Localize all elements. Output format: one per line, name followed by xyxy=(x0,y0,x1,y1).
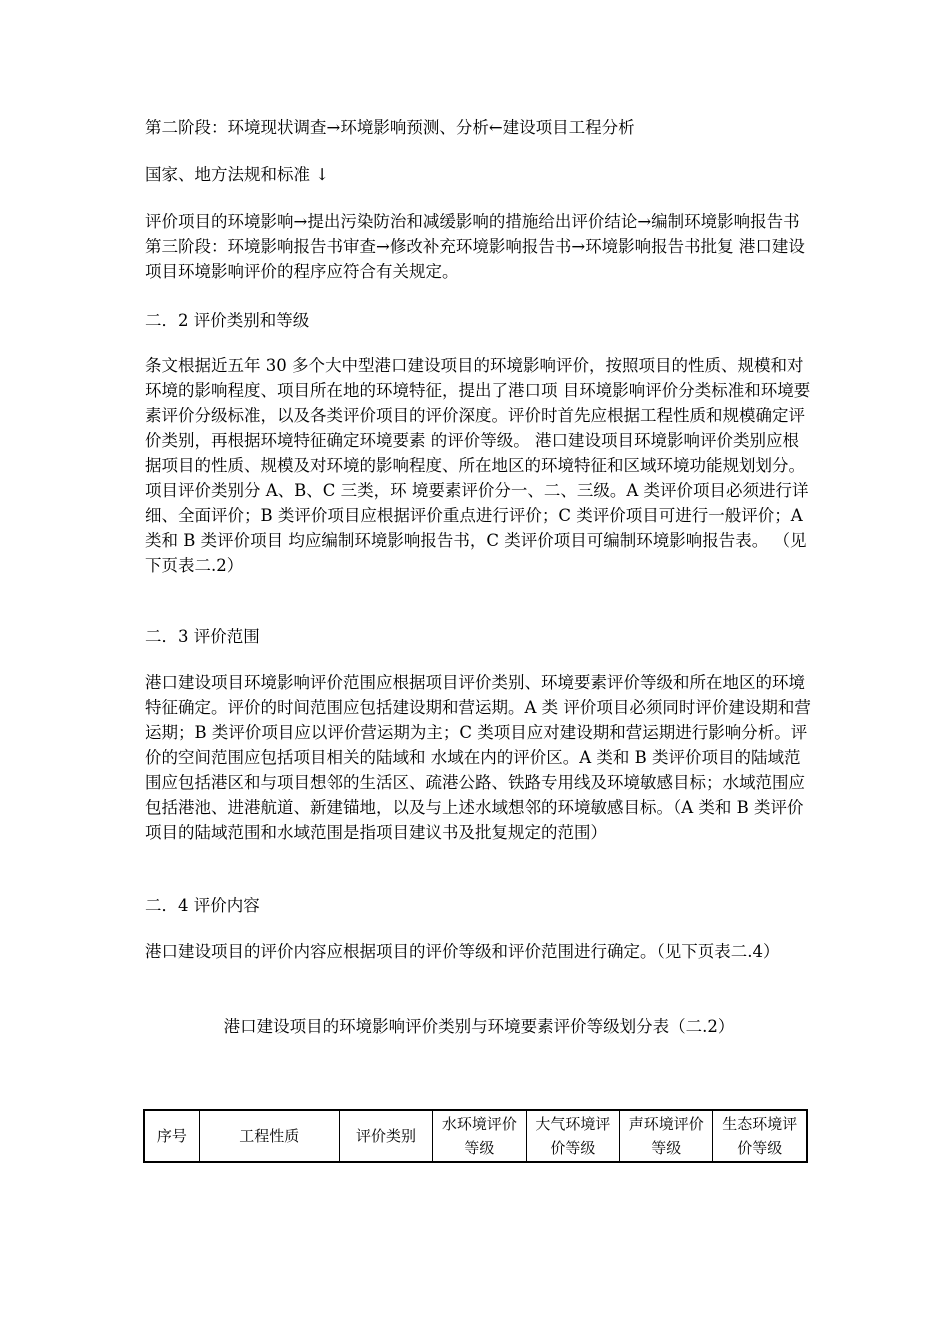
header-index: 序号 xyxy=(144,1110,199,1162)
header-air-level: 大气环境评价等级 xyxy=(526,1110,619,1162)
paragraph-stage-three: 评价项目的环境影响→提出污染防治和减缓影响的措施给出评价结论→编制环境影响报告书 第三阶段：环境影响报告书审查→修改补充环境影响报告书→环境影响报告书批复 港口建设项目环境影响评价的程序应符合有关规定。 xyxy=(145,212,805,281)
header-ecology-level: 生态环境评价等级 xyxy=(713,1110,807,1162)
paragraph-regulations: 国家、地方法规和标准 ↓ xyxy=(145,165,330,184)
paragraph-scope: 港口建设项目环境影响评价范围应根据项目评价类别、环境要素评价等级和所在地区的环境特征确定。评价的时间范围应包括建设期和营运期。A 类 评价项目必须同时评价建设期和营运期；B 类评价项目应以评价营运期为主；C 类项目应对建设期和营运期进行影响分析。评价的空间范围应包括项目相关的陆域和 水域在内的评价区。A 类和 B 类评价项目的陆域范围应包括港区和与项目想邻的生活区、疏港公路、铁路专用线及环境敏感目标；水域范围应包括港池、进港航道、新建锚地，以及与上述水域想邻的环境敏感目标。（A 类和 B 类评价项目的陆域范围和水域范围是指项目建议书及批复规定的范围） xyxy=(145,673,811,842)
heading-2-2: 二．2 评价类别和等级 xyxy=(145,311,310,330)
heading-2-4: 二．4 评价内容 xyxy=(145,896,260,915)
header-noise-level: 声环境评价等级 xyxy=(620,1110,713,1162)
header-project-nature: 工程性质 xyxy=(199,1110,339,1162)
heading-2-3: 二．3 评价范围 xyxy=(145,627,260,646)
table-header-row xyxy=(144,1110,807,1162)
header-water-level: 水环境评价等级 xyxy=(433,1110,526,1162)
table-caption: 港口建设项目的环境影响评价类别与环境要素评价等级划分表（二.2） xyxy=(223,1017,735,1036)
paragraph-categories: 条文根据近五年 30 多个大中型港口建设项目的环境影响评价，按照项目的性质、规模和对环境的影响程度、项目所在地的环境特征，提出了港口项 目环境影响评价分类标准和环境要素评价分级标准，以及各类评价项目的评价深度。评价时首先应根据工程性质和规模确定评价类别，再根据环境特征确定环境要素 的评价等级。 港口建设项目环境影响评价类别应根据项目的性质、规模及对环境的影响程度、所在地区的环境特征和区域环境功能规划划分。项目评价类别分 A、B、C 三类，环 境要素评价分一、二、三级。A 类评价项目必须进行详细、全面评价；B 类评价项目应根据评价重点进行评价；C 类评价项目可进行一般评价；A 类和 B 类评价项目 均应编制环境影响报告书，C 类评价项目可编制环境影响报告表。 （见下页表二.2） xyxy=(145,356,811,575)
evaluation-table xyxy=(143,1109,808,1163)
header-category: 评价类别 xyxy=(339,1110,432,1162)
paragraph-stage-two: 第二阶段：环境现状调查→环境影响预测、分析←建设项目工程分析 xyxy=(145,118,635,137)
paragraph-content: 港口建设项目的评价内容应根据项目的评价等级和评价范围进行确定。（见下页表二.4） xyxy=(145,942,780,961)
